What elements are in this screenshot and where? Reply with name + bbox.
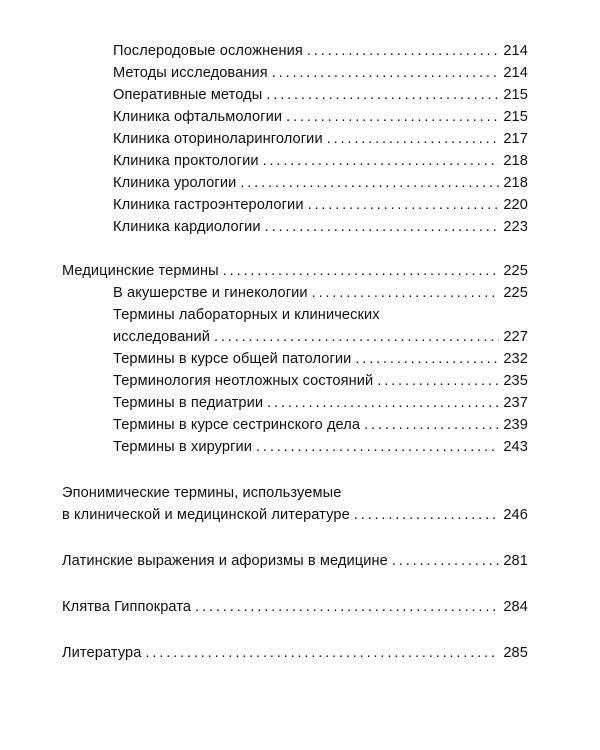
toc-entry[interactable] [113,62,600,84]
toc-entry-page: 246 [503,507,528,523]
toc-entry-title-line1: Эпонимические термины, используемые [62,485,342,501]
toc-entry-page: 214 [503,65,528,81]
toc-entry-page: 284 [503,599,528,615]
toc-entry-title: Оперативные методы [113,87,263,103]
toc-entry-page: 237 [503,395,528,411]
dot-leader [267,392,499,414]
toc-entry-title: Латинские выражения и афоризмы в медицине [62,553,388,569]
toc-entry-title: Термины в курсе общей патологии [113,351,352,367]
dot-leader [146,642,500,664]
toc-section-literature[interactable] [62,642,600,664]
toc-entry-title-line1: Термины лабораторных и клинических [113,307,380,323]
toc-entry-title: Методы исследования [113,65,268,81]
toc-entry[interactable] [113,150,600,172]
table-of-contents [0,40,600,664]
dot-leader [265,216,500,238]
dot-leader [286,106,499,128]
toc-entry-title: Клиника офтальмологии [113,109,283,125]
toc-entry-page: 215 [503,87,528,103]
toc-section-eponymic-terms[interactable] [62,482,600,526]
toc-entry-page: 227 [503,329,528,345]
dot-leader [364,414,499,436]
toc-section-hippocratic-oath[interactable] [62,596,600,618]
dot-leader [263,150,500,172]
toc-entry-title-line2: в клинической и медицинской литературе [62,507,350,523]
toc-entry-title: Медицинские термины [62,263,219,279]
dot-leader [223,260,500,282]
dot-leader [272,62,500,84]
dot-leader [327,128,500,150]
toc-entry[interactable] [113,128,600,150]
toc-entry-title: Литература [62,645,142,661]
toc-entry[interactable] [113,370,600,392]
toc-entry-title: Клиника урологии [113,175,237,191]
toc-entry-page: 225 [503,285,528,301]
toc-entry-page: 285 [503,645,528,661]
dot-leader [355,348,499,370]
toc-entry-page: 239 [503,417,528,433]
dot-leader [307,40,499,62]
dot-leader [377,370,499,392]
toc-entry-page: 232 [503,351,528,367]
toc-entry[interactable] [113,436,600,458]
toc-entry-title-line2: исследований [113,329,210,345]
toc-entry[interactable] [113,304,600,348]
toc-entry-title: Термины в хирургии [113,439,253,455]
dot-leader [312,282,500,304]
dot-leader [354,504,500,526]
toc-entry-page: 243 [503,439,528,455]
toc-entry[interactable] [113,194,600,216]
toc-entry-title: Клятва Гиппократа [62,599,192,615]
toc-entry[interactable] [113,40,600,62]
dot-leader [214,326,499,348]
dot-leader [256,436,499,458]
toc-entry[interactable] [113,172,600,194]
toc-entry[interactable] [113,348,600,370]
toc-section-latin-expressions[interactable] [62,550,600,572]
toc-entry-title: Послеродовые осложнения [113,43,303,59]
toc-entry-title: Клиника проктологии [113,153,259,169]
dot-leader [195,596,499,618]
toc-entry-title: Клиника гастроэнтерологии [113,197,304,213]
toc-entry-page: 225 [503,263,528,279]
toc-entry-title: Клиника оториноларингологии [113,131,323,147]
toc-entry-page: 214 [503,43,528,59]
toc-entry-page: 218 [503,153,528,169]
toc-section-medical-terms[interactable] [62,260,600,282]
toc-entry-page: 220 [503,197,528,213]
toc-entry[interactable] [113,216,600,238]
toc-entry-title: В акушерстве и гинекологии [113,285,308,301]
toc-entry-page: 235 [503,373,528,389]
toc-entry-title: Терминология неотложных состояний [113,373,374,389]
toc-entry[interactable] [113,282,600,304]
dot-leader [240,172,499,194]
toc-entry-title: Клиника кардиологии [113,219,261,235]
toc-entry[interactable] [113,414,600,436]
toc-entry[interactable] [113,392,600,414]
toc-entry-page: 215 [503,109,528,125]
dot-leader [392,550,499,572]
toc-entry-title: Термины в курсе сестринского дела [113,417,361,433]
toc-entry-page: 223 [503,219,528,235]
dot-leader [308,194,500,216]
toc-entry-page: 217 [503,131,528,147]
toc-entry[interactable] [113,84,600,106]
toc-entry-title: Термины в педиатрии [113,395,264,411]
dot-leader [266,84,499,106]
toc-entry-page: 218 [503,175,528,191]
toc-entry-page: 281 [503,553,528,569]
toc-entry[interactable] [113,106,600,128]
